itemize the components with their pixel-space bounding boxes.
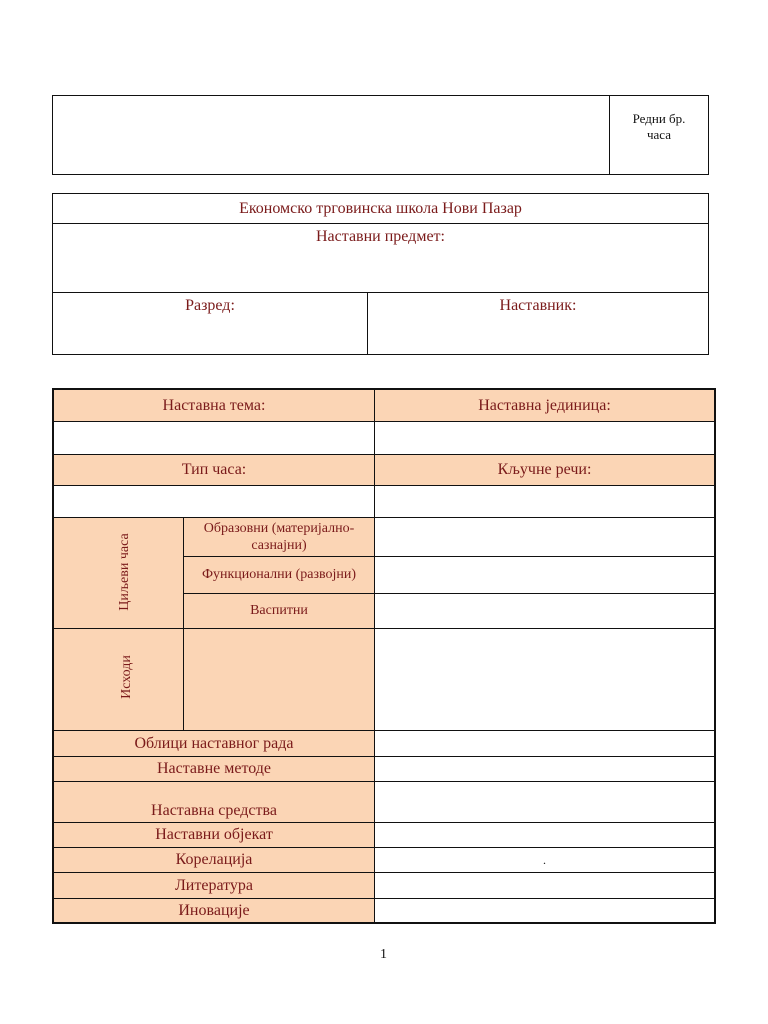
header-left-field[interactable] xyxy=(52,95,610,175)
goal-educational-input[interactable] xyxy=(374,517,715,557)
lesson-number-label: Редни бр. часа xyxy=(632,111,686,142)
lesson-type-label: Тип часа: xyxy=(53,454,375,486)
subject-field[interactable] xyxy=(52,223,709,293)
teacher-label: Наставник: xyxy=(499,297,577,314)
means-input[interactable] xyxy=(374,781,715,823)
keywords-input[interactable] xyxy=(374,485,715,518)
unit-input[interactable] xyxy=(374,421,715,455)
outcomes-label-cell xyxy=(53,628,184,731)
means-label: Наставна средства xyxy=(151,802,277,819)
school-name: Економско трговинска школа Нови Пазар xyxy=(52,193,709,224)
goal-educational-label: Образовни (материјално- сазнајни) xyxy=(183,517,375,557)
correlation-value: . xyxy=(543,852,546,867)
outcomes-middle-cell xyxy=(183,628,375,731)
outcomes-label: Исходи xyxy=(119,655,134,699)
literature-input[interactable] xyxy=(374,872,715,899)
teacher-field[interactable] xyxy=(367,292,709,355)
innovations-label: Иновације xyxy=(53,898,375,923)
object-input[interactable] xyxy=(374,822,715,848)
goals-label: Циљеви часа xyxy=(117,533,132,611)
goal-functional-label: Функционални (развојни) xyxy=(183,556,375,594)
unit-label: Наставна јединица: xyxy=(374,389,715,422)
object-label: Наставни објекат xyxy=(53,822,375,848)
correlation-label: Корелација xyxy=(53,847,375,873)
goal-functional-input[interactable] xyxy=(374,556,715,594)
lesson-type-input[interactable] xyxy=(53,485,375,518)
goal-upbringing-label: Васпитни xyxy=(183,593,375,629)
goal-upbringing-input[interactable] xyxy=(374,593,715,629)
means-label-cell xyxy=(53,781,375,823)
grade-label: Разред: xyxy=(185,297,235,314)
keywords-label: Кључне речи: xyxy=(374,454,715,486)
topic-label: Наставна тема: xyxy=(53,389,375,422)
work-forms-input[interactable] xyxy=(374,730,715,757)
literature-label: Литература xyxy=(53,872,375,899)
methods-input[interactable] xyxy=(374,756,715,782)
innovations-input[interactable] xyxy=(374,898,715,923)
grade-field[interactable] xyxy=(52,292,368,355)
goals-label-cell xyxy=(53,517,184,629)
subject-label: Наставни предмет: xyxy=(316,228,445,245)
page-number: 1 xyxy=(380,947,387,962)
lesson-number-cell[interactable] xyxy=(609,95,709,175)
topic-input[interactable] xyxy=(53,421,375,455)
methods-label: Наставне методе xyxy=(53,756,375,782)
correlation-input[interactable] xyxy=(374,847,715,873)
outcomes-input[interactable] xyxy=(374,628,715,731)
work-forms-label: Облици наставног рада xyxy=(53,730,375,757)
